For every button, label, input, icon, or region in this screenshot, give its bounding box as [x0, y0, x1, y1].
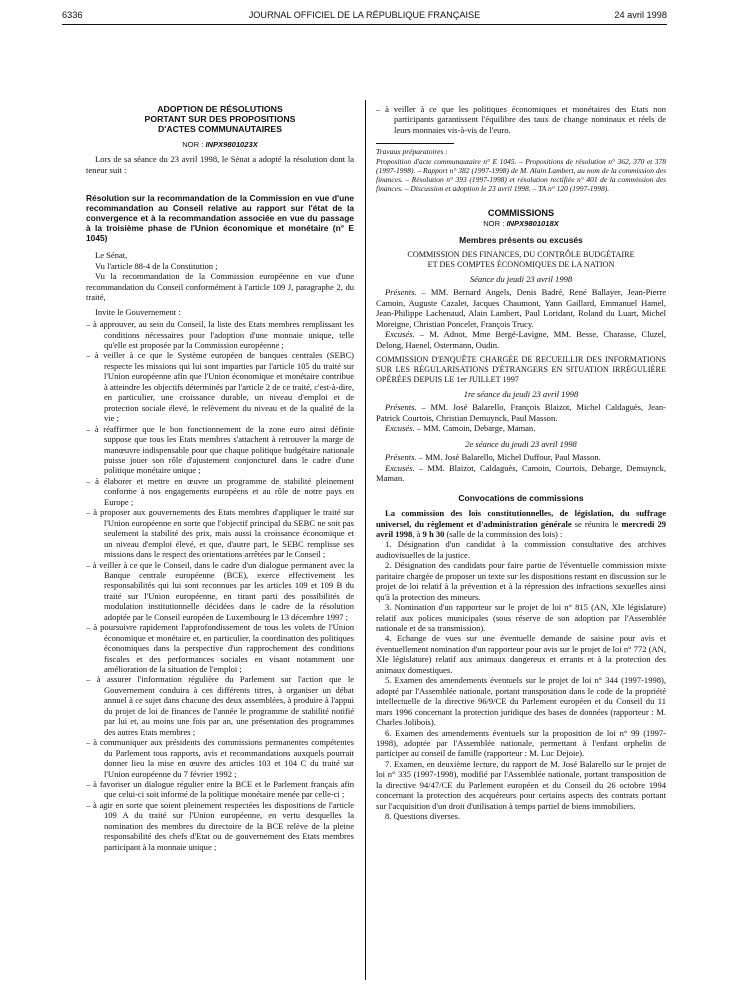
excuses-names: – MM. Blaizot, Caldaguès, Camoin, Courtois, Debarge, Demuynck, Maman. — [376, 462, 666, 484]
excuses-label: Excusés. — [385, 329, 415, 340]
right-column — [376, 30, 666, 822]
agenda-item: 3. Nomination d'un rapporteur sur le projet de loi n° 815 (AN, XIe législature) relatif aux polices municipales (sous réserve de son adoption par l'Assemblée nationale et de sa transmission). — [376, 602, 666, 634]
journal-title: JOURNAL OFFICIEL DE LA RÉPUBLIQUE FRANÇAISE — [248, 10, 481, 20]
nor-code: INPX9801018X — [506, 218, 559, 228]
travaux-label: Travaux préparatoires : — [376, 147, 448, 157]
convocations-title: Convocations de commissions — [458, 492, 584, 503]
agenda-item: 4. Echange de vues sur une éventuelle demande de saisine pour avis et éventuellement nomination d'un rapporteur pour avis sur le projet de loi n° 772 (AN, XIe législature) relatif aux animaux dangereux et errants et à la protection des animaux domestiques. — [376, 633, 666, 675]
commission-enquete-title: COMMISSION D'ENQUÊTE CHARGÉE DE RECUEILLIR DES INFORMATIONS SUR LES RÉGULARISATIONS D'ÉTRANGERS EN SITUATION IRRÉGULIÈRE OPÉRÉES DEPUIS LE 1er JUILLET 1997 — [376, 354, 666, 384]
travaux-rule — [376, 143, 454, 144]
resolution-item: – à veiller à ce que le Système européen de banques centrales (SEBC) respecte les missions qui lui sont imparties par l'article 105 du traité sur l'Union européenne afin que l'Union économique et monétaire contribue à atteindre les objectifs déterminés par l'article 2 de ce traité, c'est-à-dire, en particulier, une croissance durable, un niveau d'emploi et de protection sociale élevé, le relèvement du niveau et de la qualité de la vie ; — [86, 350, 354, 424]
agenda-item: 6. Examen des amendements éventuels sur la proposition de loi n° 99 (1997-1998), adoptée par l'Assemblée nationale, permettant à l'enfant orphelin de participer au conseil de famille (rapporteur : M. Luc Dejoie). — [376, 727, 666, 759]
membres-title: Membres présents ou excusés — [459, 235, 583, 246]
commission-name: La commission des lois constitutionnelles, de législation, du suffrage universel, du règlement et d'administration générale — [376, 508, 666, 529]
column-divider — [365, 100, 366, 980]
agenda-item: 1. Désignation d'un candidat à la commission consultative des archives audiovisuelles de la justice. — [376, 539, 666, 560]
presents-label: Présents. — [385, 287, 417, 298]
agenda-item: 8. Questions diverses. — [385, 811, 461, 822]
nor-label: NOR : — [483, 218, 505, 228]
convocation-time: 9 h 30 — [422, 528, 445, 539]
vu-constitution: Vu l'article 88-4 de la Constitution ; — [95, 260, 218, 271]
excuses-list — [376, 329, 666, 350]
resolution-item: – à poursuivre rapidement l'approfondissement de tous les volets de l'Union économique et monétaire et, en particulier, la coordination des politiques économiques dans la perspective d'un rapprochement des conditions fiscales et des performances sociales en visant notamment une amélioration de la situation de l'emploi ; — [86, 622, 354, 675]
presents-names: – MM. Bernard Angels, Denis Badré, René Ballayer, Jean-Pierre Camoin, Auguste Cazalet, Jacques Chaumont, Yann Gaillard, Emmanuel Hamel, Jean-Philippe Lachenaud, Alain Lambert, Paul Loridant, Roland du Luart, Michel Moreigne, Christian Poncelet, François Trucy. — [376, 287, 666, 329]
presents-names: – MM. José Balarello, Michel Duffour, Paul Masson. — [416, 452, 601, 463]
travaux-text: Proposition d'acte communautaire n° E 1045. – Propositions de résolution n° 362, 370 et 378 (1997-1998). – Rapport n° 382 (1997-1998) de M. Alain Lambert, au nom de la commission des finances. – Résolution n° 393 (1997-1998) et résolution rectifiée n° 401 de la commission des finances. – Discussion et adoption le 23 avril 1998. – TA n° 120 (1997-1998). — [376, 156, 666, 193]
nor-reference — [86, 140, 354, 150]
commission-finances-line-1: COMMISSION DES FINANCES, DU CONTRÔLE BUDGÉTAIRE — [407, 249, 635, 259]
resolution-item: – à élaborer et mettre en œuvre un programme de stabilité pleinement conforme à nos engagements européens et au rôle de notre pays en Europe ; — [86, 475, 354, 507]
left-column — [86, 30, 354, 852]
convocation-date: mercredi 29 avril 1998 — [376, 518, 666, 539]
nor-label: NOR : — [182, 140, 204, 149]
excuses-names: – MM. Camoin, Debarge, Maman. — [414, 423, 536, 434]
resolution-item: – à réaffirmer que le bon fonctionnement de la zone euro ainsi définie suppose que tous les Etats membres s'attachent à retrouver la marge de manœuvre indispensable pour que chaque politique budgétaire nationale puisse jouer son rôle d'ajustement conjoncturel dans le cadre d'une politique monétaire unique ; — [86, 423, 354, 476]
le-senat: Le Sénat, — [95, 250, 128, 261]
invite-gouvernement: Invite le Gouvernement : — [95, 306, 181, 317]
resolution-item: – à favoriser un dialogue régulier entre la BCE et le Parlement français afin que celui-ci soit informé de la politique monétaire menée par celle-ci ; — [86, 779, 354, 800]
presents-list — [376, 287, 666, 329]
resolution-item: – à agir en sorte que soient pleinement respectées les dispositions de l'article 109 A du traité sur l'Union européenne, en vertu desquelles la nomination des membres du directoire de la BCE relève de la pleine responsabilité des chefs d'Etat ou de gouvernement des Etats membres participant à la monnaie unique ; — [86, 799, 354, 852]
intro-text: Lors de sa séance du 23 avril 1998, le Sénat a adopté la résolution dont la teneur suit : — [86, 154, 354, 175]
presents-list — [376, 452, 666, 462]
seance-heading: Séance du jeudi 23 avril 1998 — [469, 273, 573, 284]
commissions-title: COMMISSIONS — [487, 208, 555, 219]
nor-reference — [376, 219, 666, 229]
excuses-names: – M. Adnot, Mme Bergé-Lavigne, MM. Besse, Charasse, Cluzel, Delong, Haenel, Ostermann, Oudin. — [376, 329, 666, 350]
page-header — [62, 10, 667, 24]
presents-names: – MM. José Balarello, François Blaizot, Michel Caldaguès, Jean-Patrick Courtois, Christian Demuynck, Paul Masson. — [376, 402, 666, 423]
presents-label: Présents. — [385, 402, 417, 413]
convocation-text: (salle de la commission des lois) : — [444, 528, 563, 539]
resolution-item: – à assurer l'information régulière du Parlement sur l'action que le Gouvernement conduira à ces différents titres, à organiser un débat annuel à ce sujet dans chacune des deux assemblées, à produire à l'appui du projet de loi de finances de l'année le programme de stabilité notifié par lui et, au moins une fois par an, une présentation des programmes des autres Etats membres ; — [86, 674, 354, 737]
convocation-intro — [376, 508, 666, 539]
resolution-title: Résolution sur la recommandation de la Commission en vue d'une recommandation au Conseil relative au rapport sur l'état de la convergence et à la recommandation associée en vue du passage à la troisième phase de l'Union économique et monétaire (n° E 1045) — [86, 193, 354, 244]
resolution-item-continued: – à veiller à ce que les politiques économiques et monétaires des Etats non participants garantissent l'équilibre des taux de change nominaux et réels de leurs monnaies vis-à-vis de l'euro. — [376, 104, 666, 135]
page-number: 6336 — [62, 10, 83, 20]
issue-date: 24 avril 1998 — [614, 10, 667, 20]
section-title-line-1: ADOPTION DE RÉSOLUTIONS — [157, 104, 283, 114]
agenda-item: 2. Désignation des candidats pour faire partie de l'éventuelle commission mixte paritaire chargée de proposer un texte sur les dispositions restant en discussion sur le projet de loi relatif à la prévention et à la répression des infractions sexuelles ainsi qu'à la protection des mineurs. — [376, 560, 666, 602]
resolution-item: – à veiller à ce que le Conseil, dans le cadre d'un dialogue permanent avec la Banque centrale européenne (BCE), exerce effectivement les responsabilités qui lui sont reconnues par les articles 109 et 109 B du traité sur l'Union européenne, en tirant parti des possibilités de modulation institutionnelle décidées dans le cadre de la résolution adoptée par le Conseil européen de Luxembourg le 13 décembre 1997 ; — [86, 559, 354, 622]
section-title-line-2: PORTANT SUR DES PROPOSITIONS — [144, 114, 296, 124]
presents-list — [376, 402, 666, 423]
header-rule — [62, 24, 667, 25]
seance-heading: 2e séance du jeudi 23 avril 1998 — [465, 438, 577, 449]
section-title-line-3: D'ACTES COMMUNAUTAIRES — [157, 124, 282, 134]
nor-code: INPX9801023X — [205, 140, 258, 149]
excuses-list — [376, 463, 666, 484]
convocation-text: , à — [412, 528, 423, 539]
seance-heading: 1re séance du jeudi 23 avril 1998 — [463, 388, 579, 399]
excuses-label: Excusés. — [385, 423, 415, 434]
agenda-item: 7. Examen, en deuxième lecture, du rapport de M. José Balarello sur le projet de loi n° 335 (1997-1998), modifié par l'Assemblée nationale, portant transposition de la directive 94/47/CE du Parlement européen et du Conseil du 26 octobre 1994 concernant la protection des acquéreurs pour certains aspects des contrats portant sur l'acquisition d'un droit d'utilisation à temps partiel de biens immobiliers. — [376, 758, 666, 811]
resolution-item: – à approuver, au sein du Conseil, la liste des Etats membres remplissant les conditions nécessaires pour l'adoption d'une monnaie unique, telle qu'elle est proposée par la Commission européenne ; — [86, 319, 354, 350]
resolution-item: – à proposer aux gouvernements des Etats membres d'appliquer le traité sur l'Union européenne en sorte que l'objectif principal du SEBC ne soit pas seulement la stabilité des prix, mais aussi la croissance économique et un niveau d'emploi élevé, et que, d'autre part, le SEBC remplisse ses missions dans le respect des orientations arrêtées par le Conseil ; — [86, 507, 354, 560]
excuses-label: Excusés. — [385, 462, 415, 473]
resolution-item: – à communiquer aux présidents des commissions permanentes compétentes du Parlement tous rapports, avis et recommandations auxquels pourrait donner lieu la mise en œuvre des articles 103 et 104 C du traité sur l'Union européenne du 7 février 1992 ; — [86, 737, 354, 779]
convocation-text: se réunira le — [571, 518, 622, 529]
excuses-list — [376, 423, 666, 433]
commission-finances-line-2: ET DES COMPTES ÉCONOMIQUES DE LA NATION — [427, 259, 615, 269]
agenda-item: 5. Examen des amendements éventuels sur le projet de loi n° 344 (1997-1998), adopté par l'Assemblée nationale, portant transposition dans le code de la propriété intellectuelle de la directive 96/9/CE du Parlement européen et du Conseil du 11 mars 1996 concernant la protection juridique des bases de données (rapporteur : M. Charles Jolibois). — [376, 675, 666, 728]
presents-label: Présents. — [385, 452, 417, 463]
vu-recommandation: Vu la recommandation de la Commission européenne en vue d'une recommandation du Conseil conformément à l'article 109 J, paragraphe 2, du traité, — [86, 271, 354, 303]
